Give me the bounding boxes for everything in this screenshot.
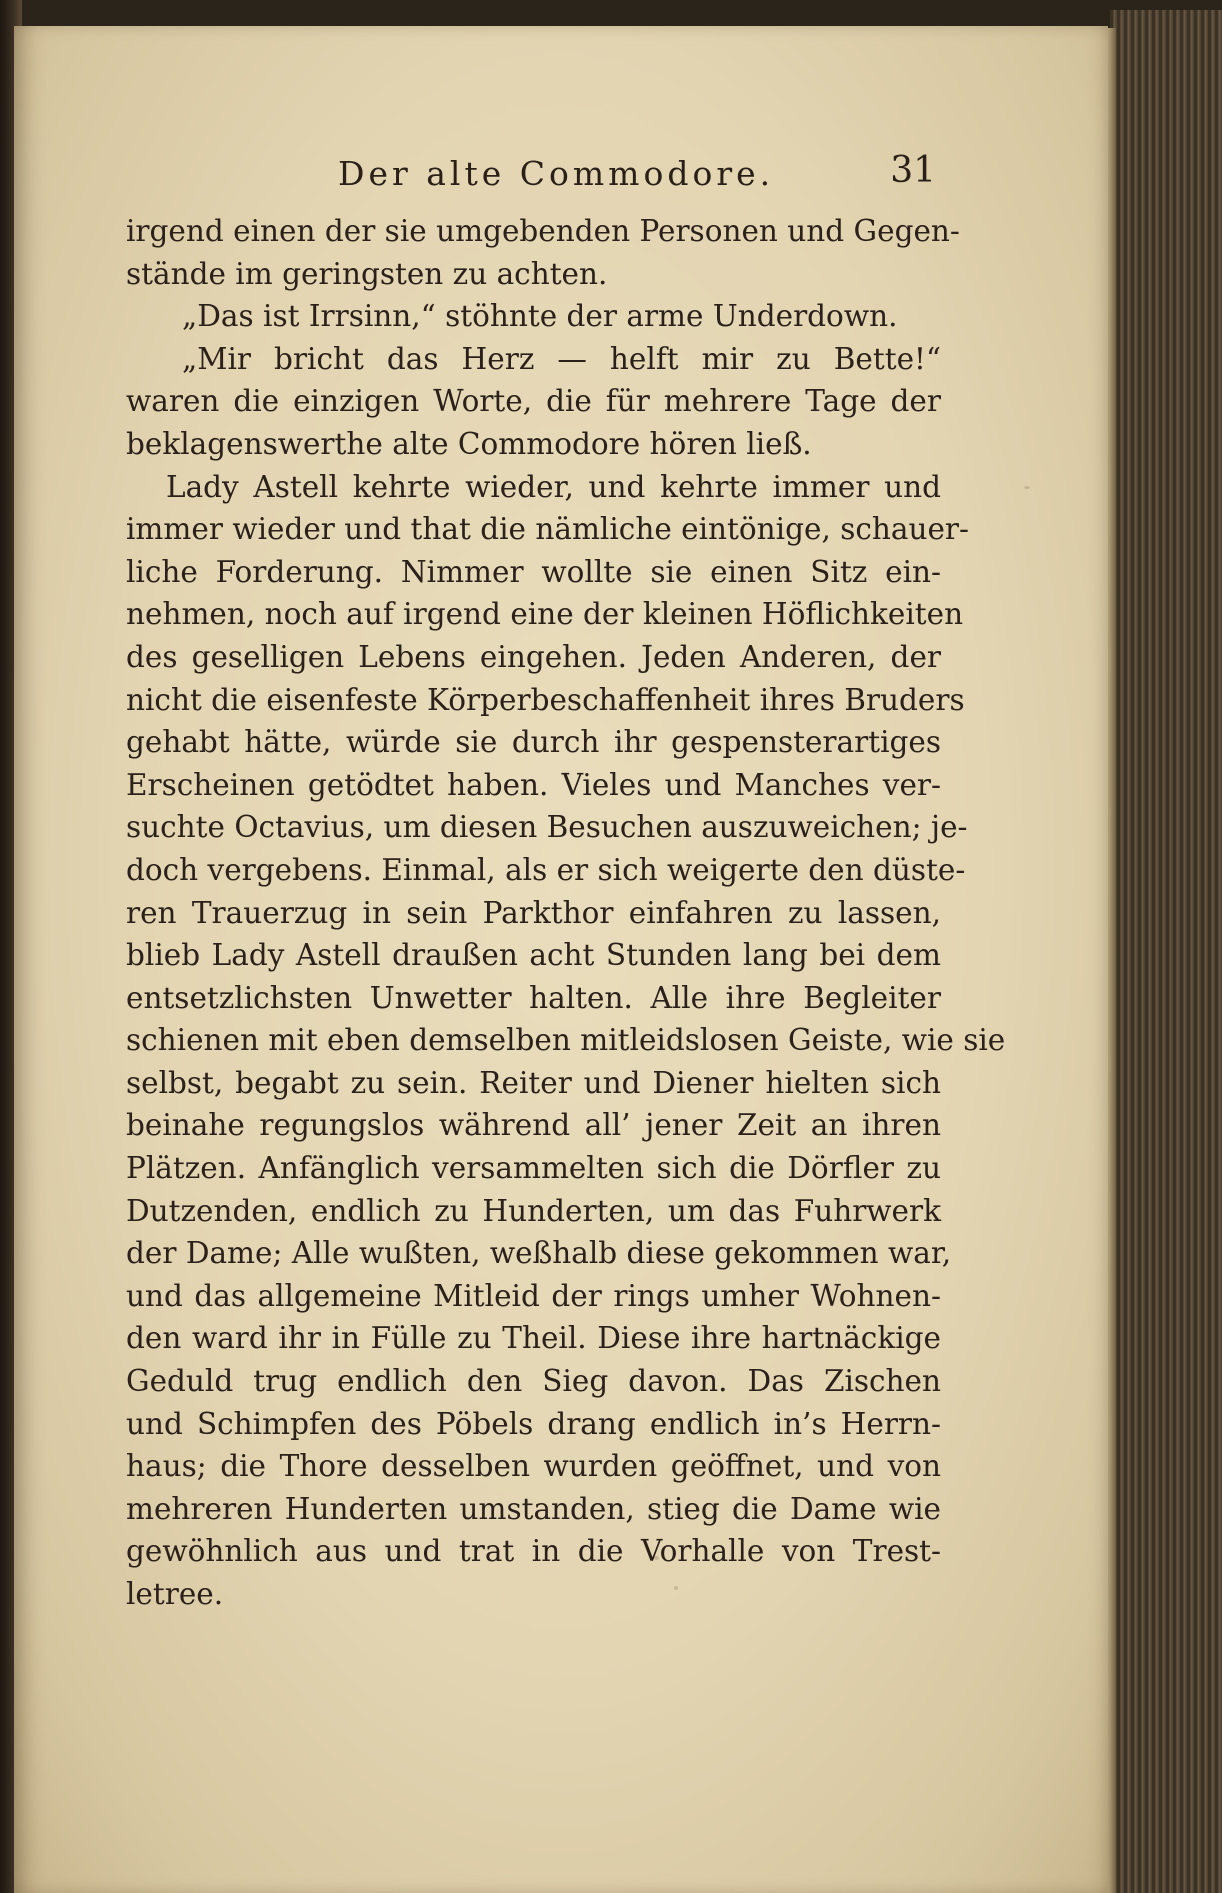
text-line: nicht die eisenfeste Körperbeschaffenheit ihres Bruders <box>126 682 965 717</box>
text-line: schienen mit eben demselben mitleidslosen Geiste, wie sie <box>126 1023 1006 1058</box>
text-line: waren die einzigen Worte, die für mehrere Tage der <box>126 384 941 419</box>
text-line: und Schimpfen des Pöbels drang endlich in’s Herrn- <box>126 1406 941 1441</box>
text-line: Dutzenden, endlich zu Hunderten, um das Fuhrwerk <box>126 1193 941 1228</box>
text-line: nehmen, noch auf irgend eine der kleinen Höflichkeiten <box>126 597 964 632</box>
running-header <box>116 148 936 204</box>
text-line: Geduld trug endlich den Sieg davon. Das Zischen <box>126 1364 941 1399</box>
text-line: gewöhnlich aus und trat in die Vorhalle von Trest- <box>126 1534 941 1569</box>
text-line: irgend einen der sie umgebenden Personen und Gegen- <box>126 214 960 248</box>
text-line: immer wieder und that die nämliche eintönige, schauer- <box>126 512 969 547</box>
text-line: beinahe regungslos während all’ jener Zeit an ihren <box>126 1108 941 1143</box>
text-line: Lady Astell kehrte wieder, und kehrte immer und <box>166 469 941 504</box>
text-line: entsetzlichsten Unwetter halten. Alle ihre Begleiter <box>126 980 941 1015</box>
text-line: liche Forderung. Nimmer wollte sie einen Sitz ein- <box>126 554 941 589</box>
text-line: gehabt hätte, würde sie durch ihr gespensterartiges <box>126 725 941 760</box>
text-line: des geselligen Lebens eingehen. Jeden Anderen, der <box>126 639 941 674</box>
text-line: der Dame; Alle wußten, weßhalb diese gekommen war, <box>126 1236 952 1271</box>
text-line: beklagenswerthe alte Commodore hören ließ. <box>126 426 812 461</box>
text-line: suchte Octavius, um diesen Besuchen auszuweichen; je- <box>126 810 968 845</box>
running-title: Der alte Commodore. <box>338 154 775 193</box>
text-line: letree. <box>126 1577 224 1611</box>
text-line: haus; die Thore desselben wurden geöffnet, und von <box>126 1449 941 1484</box>
text-line: mehreren Hunderten umstanden, stieg die Dame wie <box>126 1491 941 1526</box>
text-line: ren Trauerzug in sein Parkthor einfahren zu lassen, <box>126 895 941 930</box>
text-line: „Mir bricht das Herz — helft mir zu Bette!“ <box>182 341 941 376</box>
text-line: Plätzen. Anfänglich versammelten sich die Dörfler zu <box>126 1151 941 1186</box>
text-line: Erscheinen getödtet haben. Vieles und Manches ver- <box>126 767 941 802</box>
page-number: 31 <box>890 150 936 191</box>
paper-speck <box>1024 486 1030 489</box>
text-line: blieb Lady Astell draußen acht Stunden lang bei dem <box>126 938 941 973</box>
text-line: doch vergebens. Einmal, als er sich weigerte den düste- <box>126 852 966 887</box>
page-block-edge <box>1110 10 1222 1893</box>
text-line: stände im geringsten zu achten. <box>126 256 608 291</box>
text-line: den ward ihr in Fülle zu Theil. Diese ihre hartnäckige <box>126 1321 941 1356</box>
text-line: und das allgemeine Mitleid der rings umher Wohnen- <box>126 1278 941 1313</box>
text-line: selbst, begabt zu sein. Reiter und Diener hielten sich <box>126 1065 941 1100</box>
body-text <box>126 210 1006 1616</box>
text-line: „Das ist Irrsinn,“ stöhnte der arme Underdown. <box>182 299 898 334</box>
